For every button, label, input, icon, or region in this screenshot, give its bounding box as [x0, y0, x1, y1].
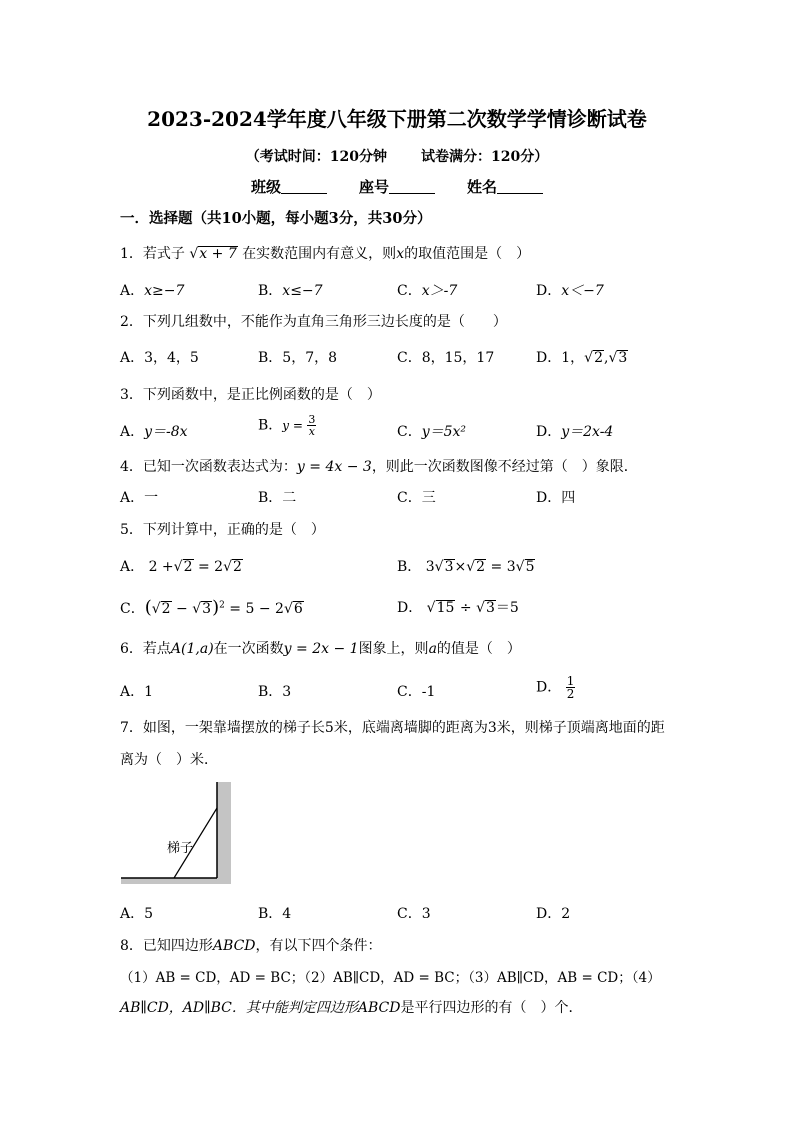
- q3-option-b[interactable]: B．y = $\frac{3}{x}$: [258, 413, 316, 438]
- page-title: 2023-2024学年度八年级下册第二次数学学情诊断试卷: [147, 107, 647, 131]
- q1-option-b[interactable]: B．x≤−7: [258, 283, 323, 299]
- q2-option-c[interactable]: C．8，15，17: [397, 350, 495, 366]
- question-4-stem: 4．已知一次函数表达式为：y = 4x − 3，则此一次函数图像不经过第（ ）象限．: [120, 459, 638, 475]
- exam-info: [0, 146, 794, 166]
- ladder-diagram: [117, 778, 233, 888]
- q7-option-d[interactable]: D．2: [536, 906, 571, 922]
- q4-option-b[interactable]: B．二: [258, 490, 297, 506]
- q2-option-a[interactable]: A．3，4，5: [120, 350, 199, 366]
- student-info: [0, 176, 794, 197]
- q3-option-a[interactable]: A．y＝-8x: [120, 424, 188, 440]
- class-blank[interactable]: [281, 179, 327, 194]
- q5-option-d[interactable]: D． √15 ÷ √3＝5: [397, 600, 519, 616]
- q7-option-b[interactable]: B．4: [258, 906, 292, 922]
- question-2-stem: 2．下列几组数中，不能作为直角三角形三边长度的是（ ）: [120, 314, 507, 330]
- q6-option-c[interactable]: C．-1: [397, 684, 436, 700]
- q6-option-a[interactable]: A．1: [120, 684, 154, 700]
- wall-shading: [217, 782, 231, 882]
- seat-blank[interactable]: [389, 179, 435, 194]
- q5-option-a[interactable]: A． 2 +√2 = 2√2: [120, 559, 242, 575]
- q1-option-c[interactable]: C．x＞-7: [397, 283, 458, 299]
- question-8-line3: AB∥CD，AD∥BC．其中能判定四边形ABCD是平行四边形的有（ ）个．: [120, 1000, 583, 1016]
- question-8-conditions: （1）AB = CD，AD = BC；（2）AB∥CD，AD = BC；（3）AB∥CD，AB = CD；（4）: [120, 970, 661, 986]
- q5-option-b[interactable]: B． 3√3×√2 = 3√5: [397, 559, 535, 575]
- q4-option-c[interactable]: C．三: [397, 490, 436, 506]
- exam-time: （考试时间：120分钟: [245, 149, 387, 165]
- q2-option-d[interactable]: D．1，√2,√3: [536, 350, 628, 366]
- q6-option-b[interactable]: B．3: [258, 684, 292, 700]
- seat-label: 座号: [358, 178, 389, 196]
- full-score: 试卷满分：120分）: [421, 149, 549, 165]
- ladder-label: 梯子: [167, 841, 194, 856]
- q7-option-a[interactable]: A．5: [120, 906, 154, 922]
- class-label: 班级: [250, 178, 281, 196]
- ladder-figure: [117, 778, 233, 892]
- q1-post2: 的取值范围是（ ）: [404, 246, 531, 262]
- question-3-stem: 3．下列函数中，是正比例函数的是（ ）: [120, 387, 381, 403]
- q1-var: x: [396, 246, 405, 262]
- q2-option-b[interactable]: B．5，7，8: [258, 350, 338, 366]
- q1-radicand: x + 7: [199, 246, 237, 262]
- q1-option-d[interactable]: D．x＜−7: [536, 283, 604, 299]
- q5-option-c[interactable]: C．$(√2 - √3)^2 = 5 - 2√6$: [120, 597, 303, 618]
- question-1-stem: 1．若式子 √x + 7 在实数范围内有意义，则x的取值范围是（ ）: [120, 246, 531, 262]
- name-label: 姓名: [467, 178, 498, 196]
- name-blank[interactable]: [497, 179, 543, 194]
- question-6-stem: 6．若点A(1,a)在一次函数y = 2x − 1图象上，则a的值是（ ）: [120, 641, 521, 657]
- q4-option-d[interactable]: D．四: [536, 490, 576, 506]
- question-7-line1: 7．如图，一架靠墙摆放的梯子长5米，底端离墙脚的距离为3米，则梯子顶端离地面的距: [120, 720, 665, 736]
- q4-option-a[interactable]: A．一: [120, 490, 159, 506]
- q3-option-c[interactable]: C．y＝5x²: [397, 424, 467, 440]
- q1-pre: 1．若式子: [120, 246, 185, 262]
- q3-option-d[interactable]: D．y＝2x-4: [536, 424, 614, 440]
- section-heading: 一．选择题（共10小题，每小题3分，共30分）: [120, 210, 432, 227]
- question-7-line2: 离为（ ）米．: [120, 752, 218, 768]
- q1-option-a[interactable]: A．x≥−7: [120, 283, 185, 299]
- q6-option-d[interactable]: D． $\frac{1}{2}$: [536, 674, 575, 701]
- q7-option-c[interactable]: C．3: [397, 906, 431, 922]
- question-8-stem: 8．已知四边形ABCD，有以下四个条件：: [120, 938, 382, 954]
- q1-post: 在实数范围内有意义，则: [242, 246, 397, 262]
- question-5-stem: 5．下列计算中，正确的是（ ）: [120, 522, 325, 538]
- ground-shading: [121, 878, 231, 884]
